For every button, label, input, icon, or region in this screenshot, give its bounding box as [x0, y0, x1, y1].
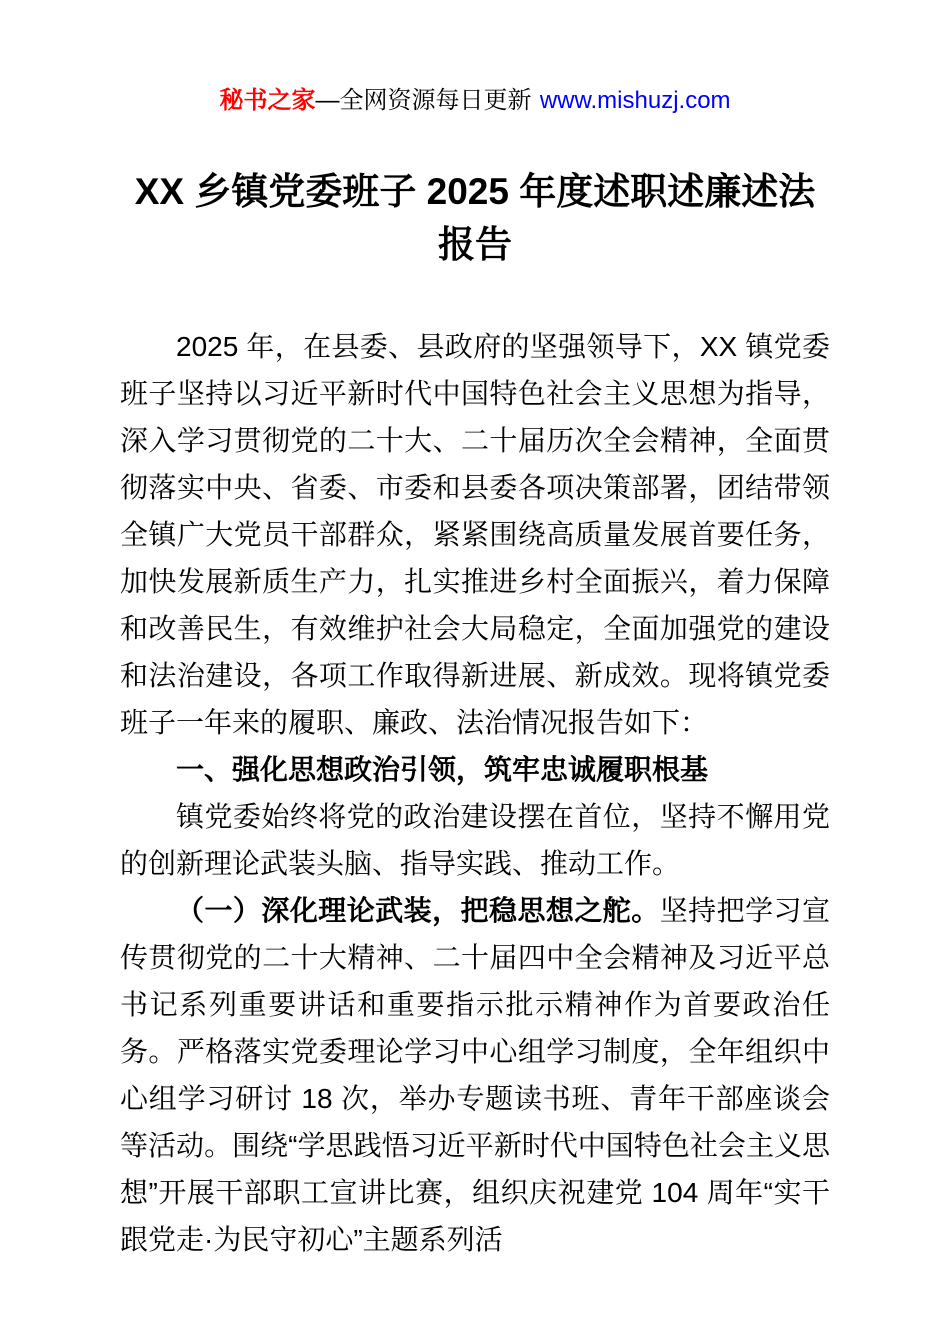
bold-text-run: 一、强化思想政治引领，筑牢忠诚履职根基 — [176, 754, 709, 786]
section-heading-1 — [120, 746, 830, 793]
site-brand: 秘书之家 — [219, 87, 316, 114]
header-tagline: 全网资源每日更新 — [339, 87, 532, 114]
text-run: 2025 年，在县委、县政府的坚强领导下，XX 镇党委班子坚持以习近平新时代中国特色社会主义思想为指导，深入学习贯彻党的二十大、二十届历次全会精神，全面贯彻落实中央、省委、市委和县委各项决策部署，团结带领全镇广大党员干部群众，紧紧围绕高质量发展首要任务，加快发展新质生产力，扎实推进乡村全面振兴，着力保障和改善民生，有效维护社会大局稳定，全面加强党的建设和法治建设，各项工作取得新进展、新成效。现将镇党委班子一年来的履职、廉政、法治情况报告如下： — [120, 331, 830, 739]
header-separator: — — [315, 87, 340, 114]
site-url-link[interactable]: www.mishuzj.com — [539, 87, 731, 114]
site-header — [120, 0, 830, 116]
document-title: XX 乡镇党委班子 2025 年度述职述廉述法报告 — [134, 171, 816, 265]
document-body — [120, 323, 830, 1263]
text-run: 坚持把学习宣传贯彻党的二十大精神、二十届四中全会精神及习近平总书记系列重要讲话和重要指示批示精神作为首要政治任务。严格落实党委理论学习中心组学习制度，全年组织中心组学习研讨 18 次，举办专题读书班、青年干部座谈会等活动。围绕“学思践悟习近平新时代中国特色社会主义思想”开展干部职工宣讲比赛，组织庆祝建党 104 周年“实干跟党走·为民守初心”主题系列活 — [120, 895, 830, 1256]
text-run: 镇党委始终将党的政治建设摆在首位，坚持不懈用党的创新理论武装头脑、指导实践、推动工作。 — [120, 801, 830, 880]
bold-text-run: （一）深化理论武装，把稳思想之舵。 — [176, 895, 660, 927]
intro-paragraph — [120, 323, 830, 746]
section-1-lead-paragraph — [120, 793, 830, 887]
subsection-1-1-paragraph — [120, 887, 830, 1263]
